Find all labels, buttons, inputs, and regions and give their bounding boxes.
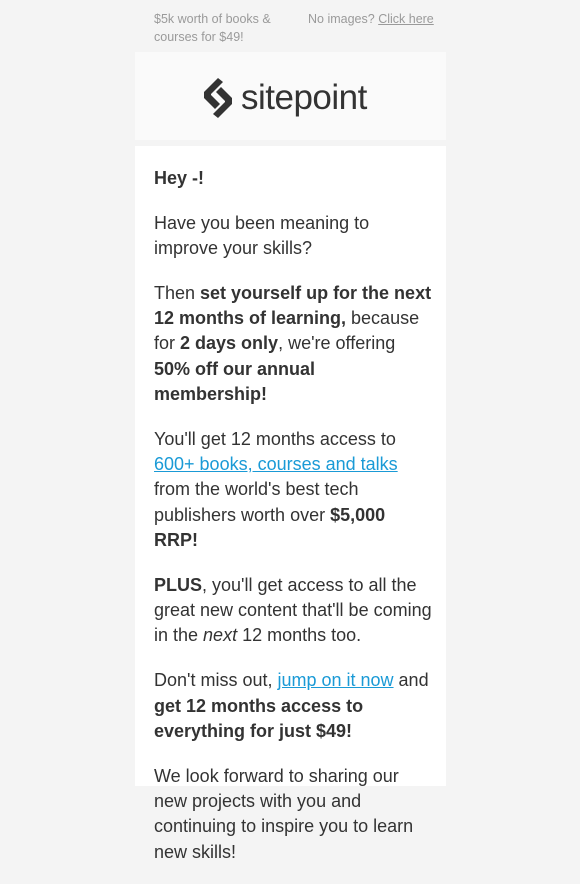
sitepoint-logo-icon: [201, 78, 235, 118]
paragraph-3: [154, 427, 432, 553]
no-images-label: No images?: [308, 12, 375, 26]
sitepoint-logo[interactable]: [201, 76, 367, 120]
jump-on-it-link[interactable]: jump on it now: [277, 670, 394, 691]
p5-bold-c: get 12 months access to everything for just $49!: [154, 695, 364, 741]
p2-text-e: , we're offering: [278, 333, 396, 354]
no-images-notice: [308, 10, 434, 28]
p2-bold-d: 2 days only: [180, 333, 279, 354]
p4-italic-c: next: [203, 625, 238, 646]
p2-text-c: because for: [154, 308, 420, 354]
greeting-text: Hey -!: [154, 168, 205, 188]
p2-bold-f: 50% off our annual membership!: [154, 358, 316, 405]
email-content: [154, 166, 432, 884]
click-here-link[interactable]: Click here: [378, 12, 434, 26]
p2-bold-b: set yourself up for the next 12 months of learning,: [154, 282, 432, 329]
paragraph-6: We look forward to sharing our new projects with you and continuing to inspire you to learn new skills!: [154, 765, 414, 862]
p4-bold-a: PLUS: [154, 574, 203, 595]
preheader-text: $5k worth of books & courses for $49!: [154, 12, 271, 44]
p4-text-d: 12 months too.: [237, 625, 362, 646]
paragraph-2: [154, 281, 432, 407]
logo-wordmark: sitepoint: [241, 78, 367, 117]
greeting: [154, 166, 432, 191]
p3-text-b: from the world's best tech publishers worth over: [154, 479, 359, 525]
paragraph-5: [154, 668, 432, 744]
p5-text-a: Don't miss out,: [154, 670, 278, 691]
books-courses-link[interactable]: 600+ books, courses and talks: [154, 454, 398, 475]
paragraph-4: [154, 573, 432, 649]
p3-bold-c: $5,000 RRP!: [154, 504, 386, 551]
p4-text-b: , you'll get access to all the great new content that'll be coming in the: [154, 574, 432, 646]
p2-text-a: Then: [154, 282, 201, 303]
p3-text-a: You'll get 12 months access to: [154, 428, 396, 449]
p5-text-b: and: [393, 670, 429, 691]
paragraph-1: Have you been meaning to improve your skills?: [154, 212, 370, 259]
